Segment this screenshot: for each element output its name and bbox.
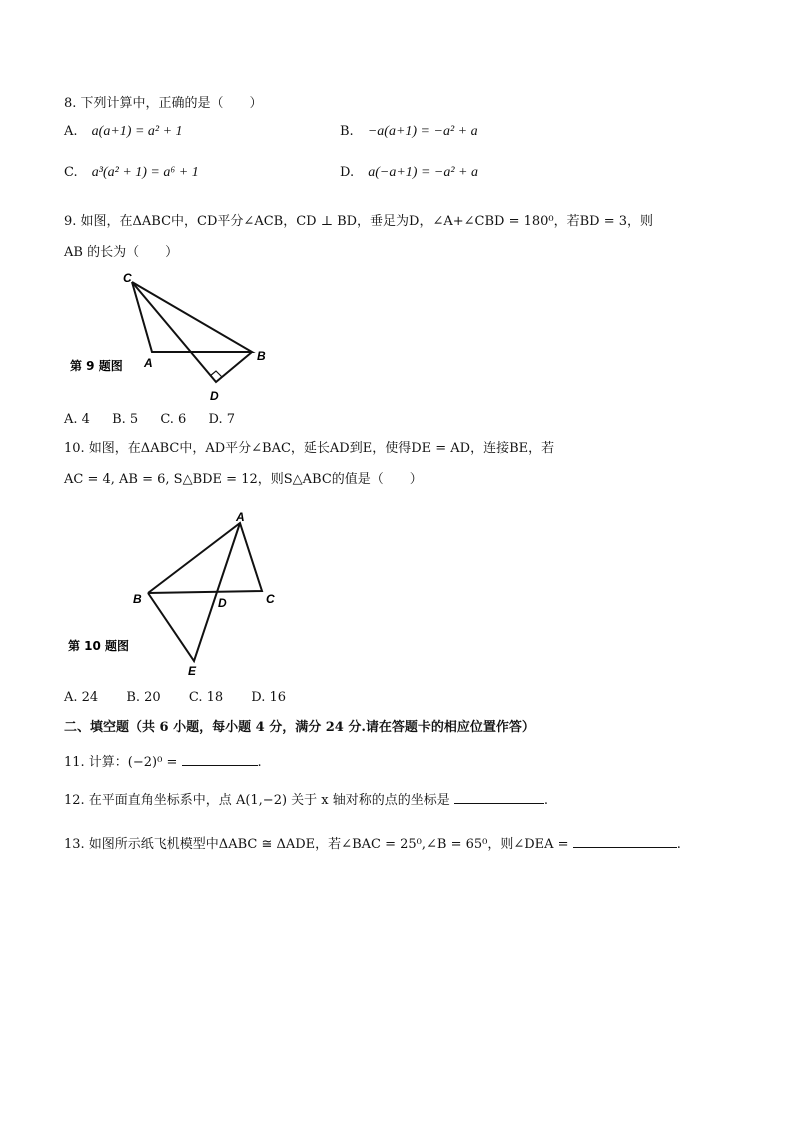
q8-option-d [340,165,478,181]
label-b: B [257,349,266,363]
q8-option-c [64,165,199,181]
option-label: C. [64,165,78,180]
figure-caption: 第 10 题图 [68,639,130,653]
q13 [64,833,681,852]
answer-blank[interactable] [573,835,677,848]
label-c: C [266,592,275,606]
q9-options [64,412,235,427]
label-d: D [218,596,227,610]
label-d: D [210,389,219,403]
label-a: A [144,356,153,370]
q10-stem-line2: AC = 4, AB = 6, S△BDE = 12，则S△ABC的值是（ ） [64,472,423,487]
option-d: D. 16 [251,690,287,705]
answer-blank[interactable] [454,791,544,804]
answer-blank[interactable] [182,753,258,766]
option-expr: a(−a+1) = −a² + a [368,165,478,180]
option-a: A. 4 [64,412,90,427]
q10-options [64,690,286,705]
triangle-abc [148,523,262,593]
label-e: E [188,664,197,678]
section-header: 二、填空题（共 6 小题，每小题 4 分，满分 24 分.请在答题卡的相应位置作答） [64,720,535,735]
q8-option-b [340,124,478,140]
option-c: C. 18 [188,690,224,705]
option-b: B. 5 [112,412,139,427]
q9-stem-line1: 9. 如图，在ΔABC中，CD平分∠ACB，CD ⊥ BD，垂足为D，∠A+∠CBD = 180⁰，若BD = 3，则 [64,214,654,229]
option-a: A. 24 [64,690,99,705]
q12 [64,789,548,808]
label-a: A [236,510,245,524]
q12-stem: 12. 在平面直角坐标系中，点 A(1,−2) 关于 x 轴对称的点的坐标是 [64,793,450,808]
option-label: B. [340,124,354,139]
option-d: D. 7 [208,412,235,427]
q13-stem: 13. 如图所示纸飞机模型中ΔABC ≅ ΔADE，若∠BAC = 25⁰,∠B = 65⁰，则∠DEA = [64,837,569,852]
option-expr: a(a+1) = a² + 1 [91,124,183,139]
option-c: C. 6 [160,412,187,427]
label-c: C [123,271,132,285]
q8-option-a [64,124,183,140]
q13-end: . [676,837,681,852]
option-label: A. [64,124,78,139]
q11 [64,751,262,770]
q9-stem-line2: AB 的长为（ ） [64,245,179,260]
q10-figure [60,505,300,685]
triangle-abc [132,282,252,352]
option-expr: a³(a² + 1) = a⁶ + 1 [91,165,199,180]
q8-stem: 8. 下列计算中，正确的是（ ） [64,96,263,111]
q9-figure [60,268,290,410]
q10-stem-line1: 10. 如图，在ΔABC中，AD平分∠BAC，延长AD到E，使得DE = AD，连接BE，若 [64,441,555,456]
option-b: B. 20 [126,690,161,705]
option-label: D. [340,165,355,180]
figure-caption: 第 9 题图 [70,359,123,373]
q12-end: . [543,793,549,808]
q11-stem: 11. 计算：(−2)⁰ = [64,755,178,770]
q11-end: . [257,755,262,770]
option-expr: −a(a+1) = −a² + a [367,124,478,139]
label-b: B [133,592,142,606]
